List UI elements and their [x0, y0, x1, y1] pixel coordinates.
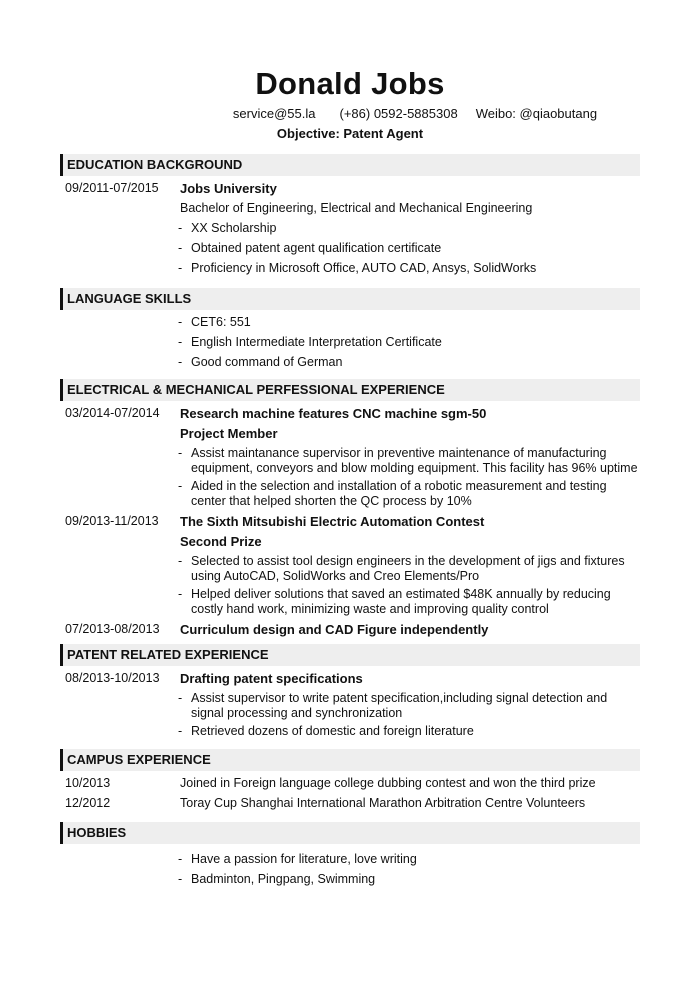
experience-entry [60, 622, 640, 637]
experience-date: 07/2013-08/2013 [65, 622, 160, 636]
hobbies-entry [60, 852, 640, 887]
language-section [60, 288, 640, 370]
email-text: service@55.la [232, 106, 316, 121]
patent-title: Drafting patent specifications [180, 671, 363, 686]
list-item: - Obtained patent agent qualification certificate [180, 241, 640, 256]
list-item: - XX Scholarship [180, 221, 640, 236]
list-item: - Aided in the selection and installation of a robotic measurement and testing center that helped shorten the QC process by 10% [180, 479, 640, 509]
campus-heading: CAMPUS EXPERIENCE [60, 749, 640, 771]
objective-text: Objective: Patent Agent [276, 126, 424, 141]
contact-line [0, 106, 700, 121]
experience-section [60, 379, 640, 637]
patent-entry [60, 671, 640, 739]
hobbies-heading: HOBBIES [60, 822, 640, 844]
weibo-text: Weibo: @qiaobutang [475, 106, 598, 121]
experience-title: Curriculum design and CAD Figure independently [180, 622, 489, 637]
hobbies-section [60, 822, 640, 887]
experience-date: 03/2014-07/2014 [65, 406, 160, 420]
patent-date: 08/2013-10/2013 [65, 671, 160, 685]
campus-text: Joined in Foreign language college dubbing contest and won the third prize [180, 776, 596, 790]
campus-date: 12/2012 [65, 796, 111, 810]
list-item: - Have a passion for literature, love writing [180, 852, 640, 867]
school-name: Jobs University [180, 181, 277, 196]
experience-role: Project Member [180, 426, 278, 441]
campus-entry [60, 796, 640, 811]
degree-text: Bachelor of Engineering, Electrical and Mechanical Engineering [180, 201, 533, 215]
list-item: - Assist maintanance supervisor in preventive maintenance of manufacturing equipment, conveyors and blow molding equipment. This facility has 96% uptime [180, 446, 640, 476]
list-item: - Badminton, Pingpang, Swimming [180, 872, 640, 887]
phone-text: (+86) 0592-5885308 [339, 106, 458, 121]
campus-date: 10/2013 [65, 776, 111, 790]
list-item: - Proficiency in Microsoft Office, AUTO CAD, Ansys, SolidWorks [180, 261, 640, 276]
education-entry [60, 181, 640, 276]
campus-entry [60, 776, 640, 791]
language-entry [60, 315, 640, 370]
list-item: - Helped deliver solutions that saved an estimated $48K annually by reducing costly hand work, minimizing waste and improving quality control [180, 587, 640, 617]
experience-entry [60, 406, 640, 509]
list-item: - CET6: 551 [180, 315, 640, 330]
list-item: - Selected to assist tool design engineers in the development of jigs and fixtures using AutoCAD, SolidWorks and Creo Elements/Pro [180, 554, 640, 584]
list-item: - Retrieved dozens of domestic and foreign literature [180, 724, 640, 739]
resume-name: Donald Jobs [255, 66, 445, 101]
campus-text: Toray Cup Shanghai International Marathon Arbitration Centre Volunteers [180, 796, 586, 810]
language-heading: LANGUAGE SKILLS [60, 288, 640, 310]
experience-role: Second Prize [180, 534, 262, 549]
list-item: - Assist supervisor to write patent specification,including signal detection and signal processing and synchronization [180, 691, 640, 721]
list-item: - Good command of German [180, 355, 640, 370]
experience-date: 09/2013-11/2013 [65, 514, 159, 528]
patent-section [60, 644, 640, 739]
education-heading: EDUCATION BACKGROUND [60, 154, 640, 176]
patent-heading: PATENT RELATED EXPERIENCE [60, 644, 640, 666]
education-date: 09/2011-07/2015 [65, 181, 159, 195]
list-item: - English Intermediate Interpretation Certificate [180, 335, 640, 350]
campus-section [60, 749, 640, 811]
experience-entry [60, 514, 640, 617]
experience-title: The Sixth Mitsubishi Electric Automation Contest [180, 514, 485, 529]
experience-title: Research machine features CNC machine sgm-50 [180, 406, 487, 421]
experience-heading: ELECTRICAL & MECHANICAL PERFESSIONAL EXPERIENCE [60, 379, 640, 401]
education-section [60, 154, 640, 276]
